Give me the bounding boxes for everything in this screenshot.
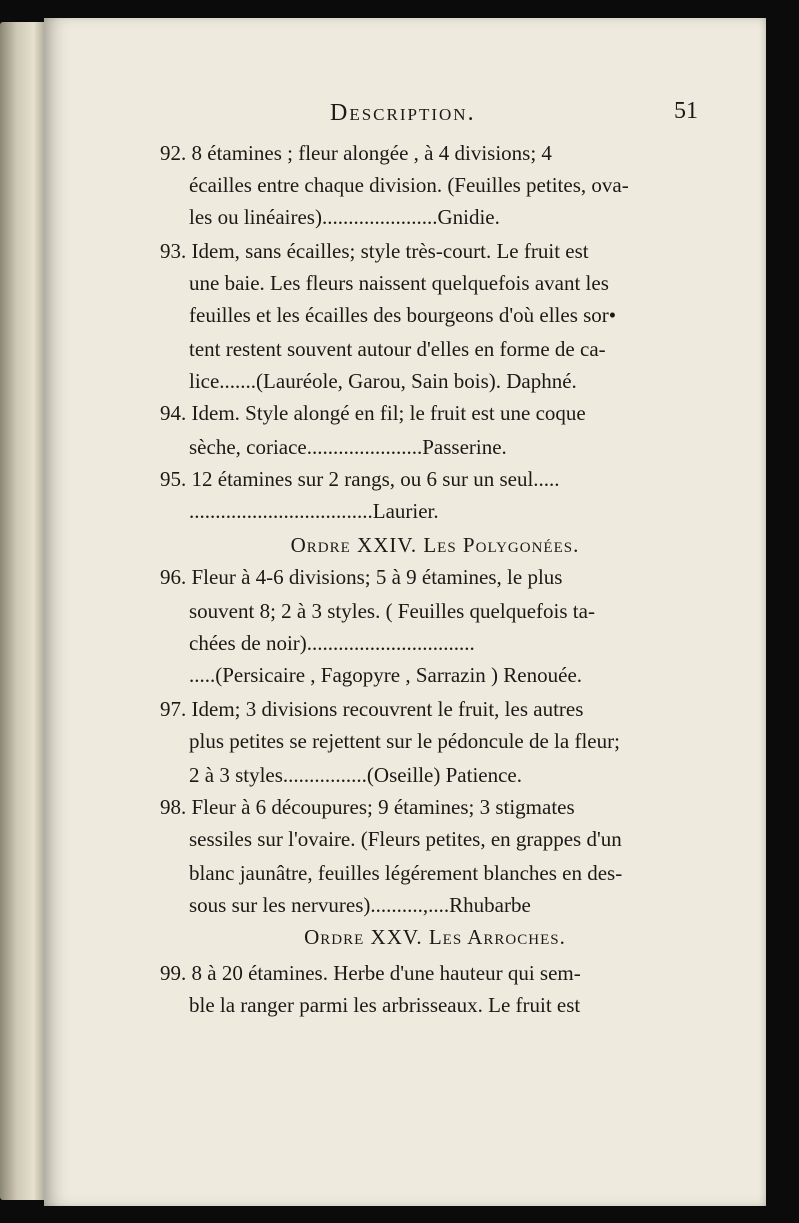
section-heading [160, 530, 710, 560]
line-text: lice.......(Lauréole, Garou, Sain bois). Daphné. [189, 369, 577, 393]
line-text: Ordre XXV. Les Arroches. [304, 925, 566, 949]
entry-number: 99. [160, 961, 192, 985]
text-line [189, 628, 709, 658]
line-text: plus petites se rejettent sur le pédoncule de la fleur; [189, 729, 620, 753]
line-text: Fleur à 4-6 divisions; 5 à 9 étamines, le plus [191, 565, 563, 589]
line-text: feuilles et les écailles des bourgeons d'où elles sor• [189, 303, 617, 327]
entry-line [160, 398, 710, 428]
line-text: écailles entre chaque division. (Feuilles petites, ova- [189, 173, 629, 197]
line-text: 8 étamines ; fleur alongée , à 4 divisions; 4 [191, 141, 552, 165]
line-text: Ordre XXIV. Les Polygonées. [290, 533, 580, 557]
line-text: blanc jaunâtre, feuilles légérement blanches en des- [189, 861, 623, 885]
line-text: Idem; 3 divisions recouvrent le fruit, les autres [191, 697, 584, 721]
entry-line [160, 138, 710, 168]
entry-number: 97. [160, 697, 192, 721]
text-line [189, 334, 709, 364]
entry-number: 95. [160, 467, 192, 491]
text-line [189, 432, 709, 462]
text-line [189, 300, 709, 330]
section-heading [160, 922, 710, 952]
line-text: sous sur les nervures)..........,....Rhubarbe [189, 893, 531, 917]
line-text: ...................................Laurier. [189, 499, 439, 523]
line-text: .....(Persicaire , Fagopyre , Sarrazin ) Renouée. [189, 663, 583, 687]
line-text: sessiles sur l'ovaire. (Fleurs petites, en grappes d'un [189, 827, 622, 851]
text-line [189, 202, 709, 232]
line-text: les ou linéaires)......................Gnidie. [189, 205, 500, 229]
text-line [189, 170, 709, 200]
text-line [189, 596, 709, 626]
line-text: tent restent souvent autour d'elles en forme de ca- [189, 337, 606, 361]
text-line [189, 824, 709, 854]
text-line [189, 268, 709, 298]
entry-number: 98. [160, 795, 192, 819]
entry-number: 94. [160, 401, 192, 425]
line-text: ble la ranger parmi les arbrisseaux. Le fruit est [189, 993, 581, 1017]
book-page [44, 18, 766, 1206]
text-line [189, 760, 709, 790]
entry-line [160, 236, 710, 266]
text-line [189, 726, 709, 756]
text-line [189, 660, 709, 690]
line-text: une baie. Les fleurs naissent quelquefois avant les [189, 271, 609, 295]
line-text: sèche, coriace......................Passerine. [189, 435, 507, 459]
line-text: 12 étamines sur 2 rangs, ou 6 sur un seul..... [191, 467, 560, 491]
entry-number: 93. [160, 239, 192, 263]
line-text: Idem, sans écailles; style très-court. Le fruit est [191, 239, 589, 263]
entry-line [160, 792, 710, 822]
text-line [189, 366, 709, 396]
entry-number: 92. [160, 141, 192, 165]
line-text: Fleur à 6 découpures; 9 étamines; 3 stigmates [191, 795, 575, 819]
line-text: Idem. Style alongé en fil; le fruit est une coque [191, 401, 586, 425]
running-head: Description. [330, 100, 476, 126]
text-line [189, 496, 709, 526]
text-line [189, 990, 709, 1020]
line-text: 8 à 20 étamines. Herbe d'une hauteur qui sem- [191, 961, 581, 985]
line-text: souvent 8; 2 à 3 styles. ( Feuilles quelquefois ta- [189, 599, 595, 623]
line-text: 2 à 3 styles................(Oseille) Patience. [189, 763, 523, 787]
entry-line [160, 562, 710, 592]
line-text: chées de noir)................................ [189, 631, 475, 655]
page-number: 51 [674, 98, 698, 124]
entry-line [160, 694, 710, 724]
entry-number: 96. [160, 565, 192, 589]
entry-line [160, 958, 710, 988]
book-spine-edge [0, 22, 48, 1200]
text-line [189, 858, 709, 888]
text-line [189, 890, 709, 920]
entry-line [160, 464, 710, 494]
